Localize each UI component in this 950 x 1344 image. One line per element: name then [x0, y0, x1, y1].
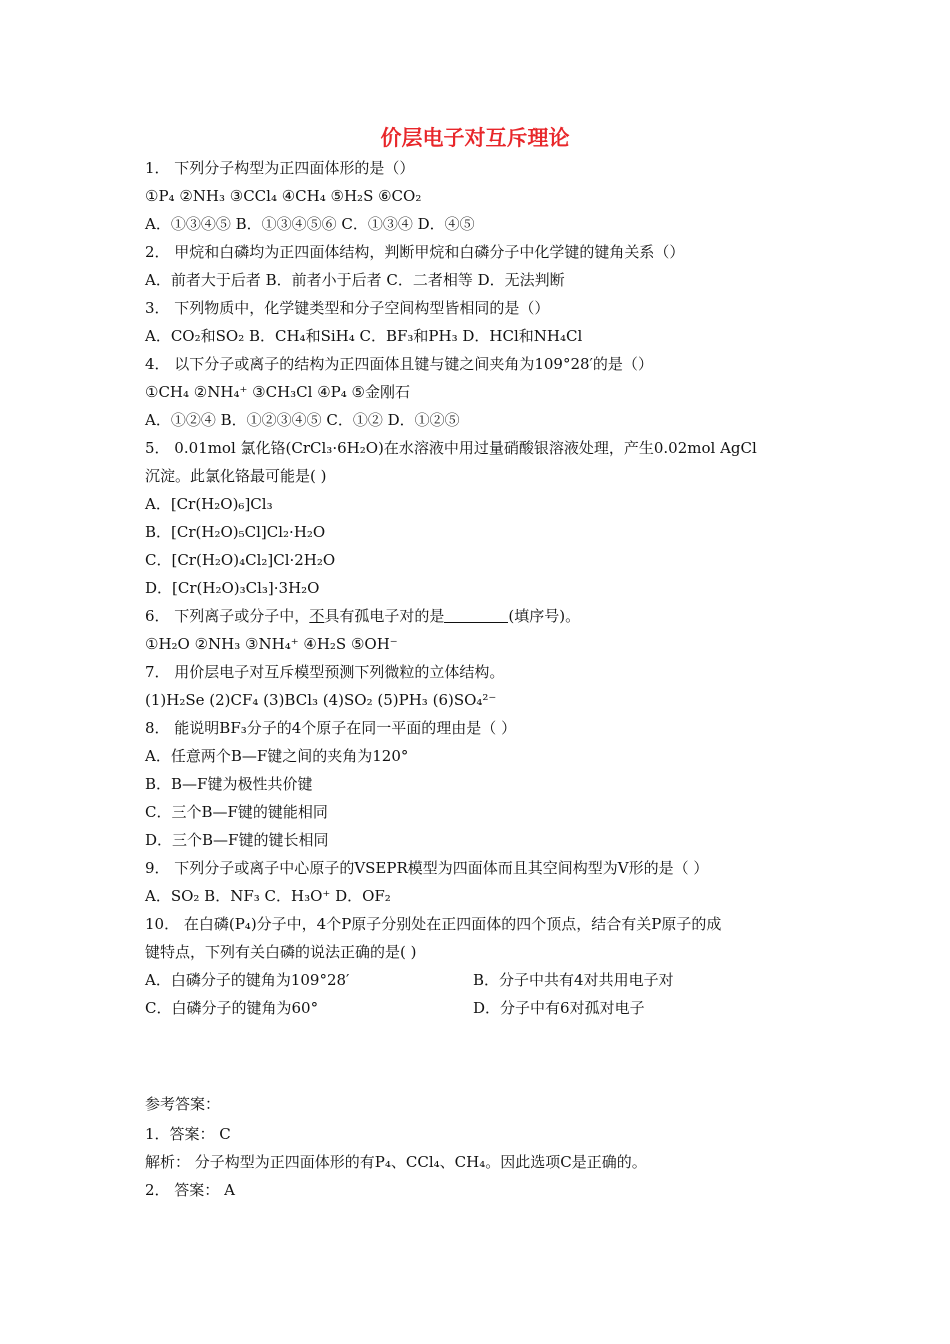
q1-options: A．①③④⑤ B．①③④⑤⑥ C．①③④ D．④⑤: [145, 215, 475, 233]
q10-option-d: D．分子中有6对孤对电子: [473, 999, 645, 1017]
q4-options: A．①②④ B．①②③④⑤ C．①② D．①②⑤: [145, 411, 460, 429]
q5-option-c: C．[Cr(H₂O)₄Cl₂]Cl·2H₂O: [145, 551, 336, 569]
q6-stem: [145, 606, 580, 626]
q6-stem-tail: (填序号)。: [508, 607, 581, 625]
q5-stem-line1: 5． 0.01mol 氯化铬(CrCl₃·6H₂O)在水溶液中用过量硝酸银溶液处理，产生0.02mol AgCl: [145, 439, 757, 457]
q10-stem-line1: 10． 在白磷(P₄)分子中，4个P原子分别处在正四面体的四个顶点，结合有关P原子的成: [145, 915, 722, 933]
q10-option-b: B．分子中共有4对共用电子对: [473, 971, 674, 989]
q9-stem: 9． 下列分子或离子中心原子的VSEPR模型为四面体而且其空间构型为V形的是（ ）: [145, 859, 709, 877]
q8-option-d: D．三个B—F键的键长相同: [145, 831, 329, 849]
q10-option-a: A．白磷分子的键角为109°28′: [145, 971, 350, 989]
q8-option-b: B．B—F键为极性共价键: [145, 775, 313, 793]
q5-option-d: D．[Cr(H₂O)₃Cl₃]·3H₂O: [145, 579, 320, 597]
q10-option-c: C．白磷分子的键角为60°: [145, 999, 319, 1017]
q5-option-a: A．[Cr(H₂O)₆]Cl₃: [145, 495, 273, 513]
q8-option-a: A．任意两个B—F键之间的夹角为120°: [145, 747, 409, 765]
q6-items: ①H₂O ②NH₃ ③NH₄⁺ ④H₂S ⑤OH⁻: [145, 635, 398, 653]
page-title: 价层电子对互斥理论: [380, 126, 570, 150]
q8-option-c: C．三个B—F键的键能相同: [145, 803, 328, 821]
q2-stem: 2． 甲烷和白磷均为正四面体结构，判断甲烷和白磷分子中化学键的键角关系（）: [145, 243, 685, 261]
answer-1: 1．答案： C: [145, 1125, 231, 1143]
answers-heading: 参考答案：: [145, 1095, 221, 1113]
q9-options: A．SO₂ B．NF₃ C．H₃O⁺ D．OF₂: [145, 887, 391, 905]
q10-stem-line2: 键特点，下列有关白磷的说法正确的是( ): [145, 943, 417, 961]
q1-items: ①P₄ ②NH₃ ③CCl₄ ④CH₄ ⑤H₂S ⑥CO₂: [145, 187, 422, 205]
q3-options: A．CO₂和SO₂ B．CH₄和SiH₄ C．BF₃和PH₃ D．HCl和NH₄Cl: [145, 327, 583, 345]
answer-2: 2． 答案： A: [145, 1181, 235, 1199]
q5-stem-line2: 沉淀。此氯化铬最可能是( ): [145, 467, 327, 485]
q7-stem: 7． 用价层电子对互斥模型预测下列微粒的立体结构。: [145, 663, 505, 681]
q3-stem: 3． 下列物质中，化学键类型和分子空间构型皆相同的是（）: [145, 299, 550, 317]
q1-stem: 1． 下列分子构型为正四面体形的是（）: [145, 159, 415, 177]
q2-options: A．前者大于后者 B．前者小于后者 C．二者相等 D．无法判断: [145, 271, 565, 289]
q6-stem-post: 具有孤电子对的是: [324, 607, 445, 625]
answer-1-explanation: 解析： 分子构型为正四面体形的有P₄、CCl₄、CH₄。因此选项C是正确的。: [145, 1153, 647, 1171]
q4-items: ①CH₄ ②NH₄⁺ ③CH₃Cl ④P₄ ⑤金刚石: [145, 383, 410, 401]
q6-stem-pre: 6． 下列离子或分子中，: [145, 607, 310, 625]
q5-option-b: B．[Cr(H₂O)₅Cl]Cl₂·H₂O: [145, 523, 326, 541]
q7-items: (1)H₂Se (2)CF₄ (3)BCl₃ (4)SO₂ (5)PH₃ (6)SO₄²⁻: [145, 691, 497, 709]
q4-stem: 4． 以下分子或离子的结构为正四面体且键与键之间夹角为109°28′的是（）: [145, 355, 653, 373]
q6-stem-underlined: 不: [309, 607, 325, 625]
q8-stem: 8． 能说明BF₃分子的4个原子在同一平面的理由是（ ）: [145, 719, 517, 737]
q6-answer-blank: [444, 608, 508, 623]
